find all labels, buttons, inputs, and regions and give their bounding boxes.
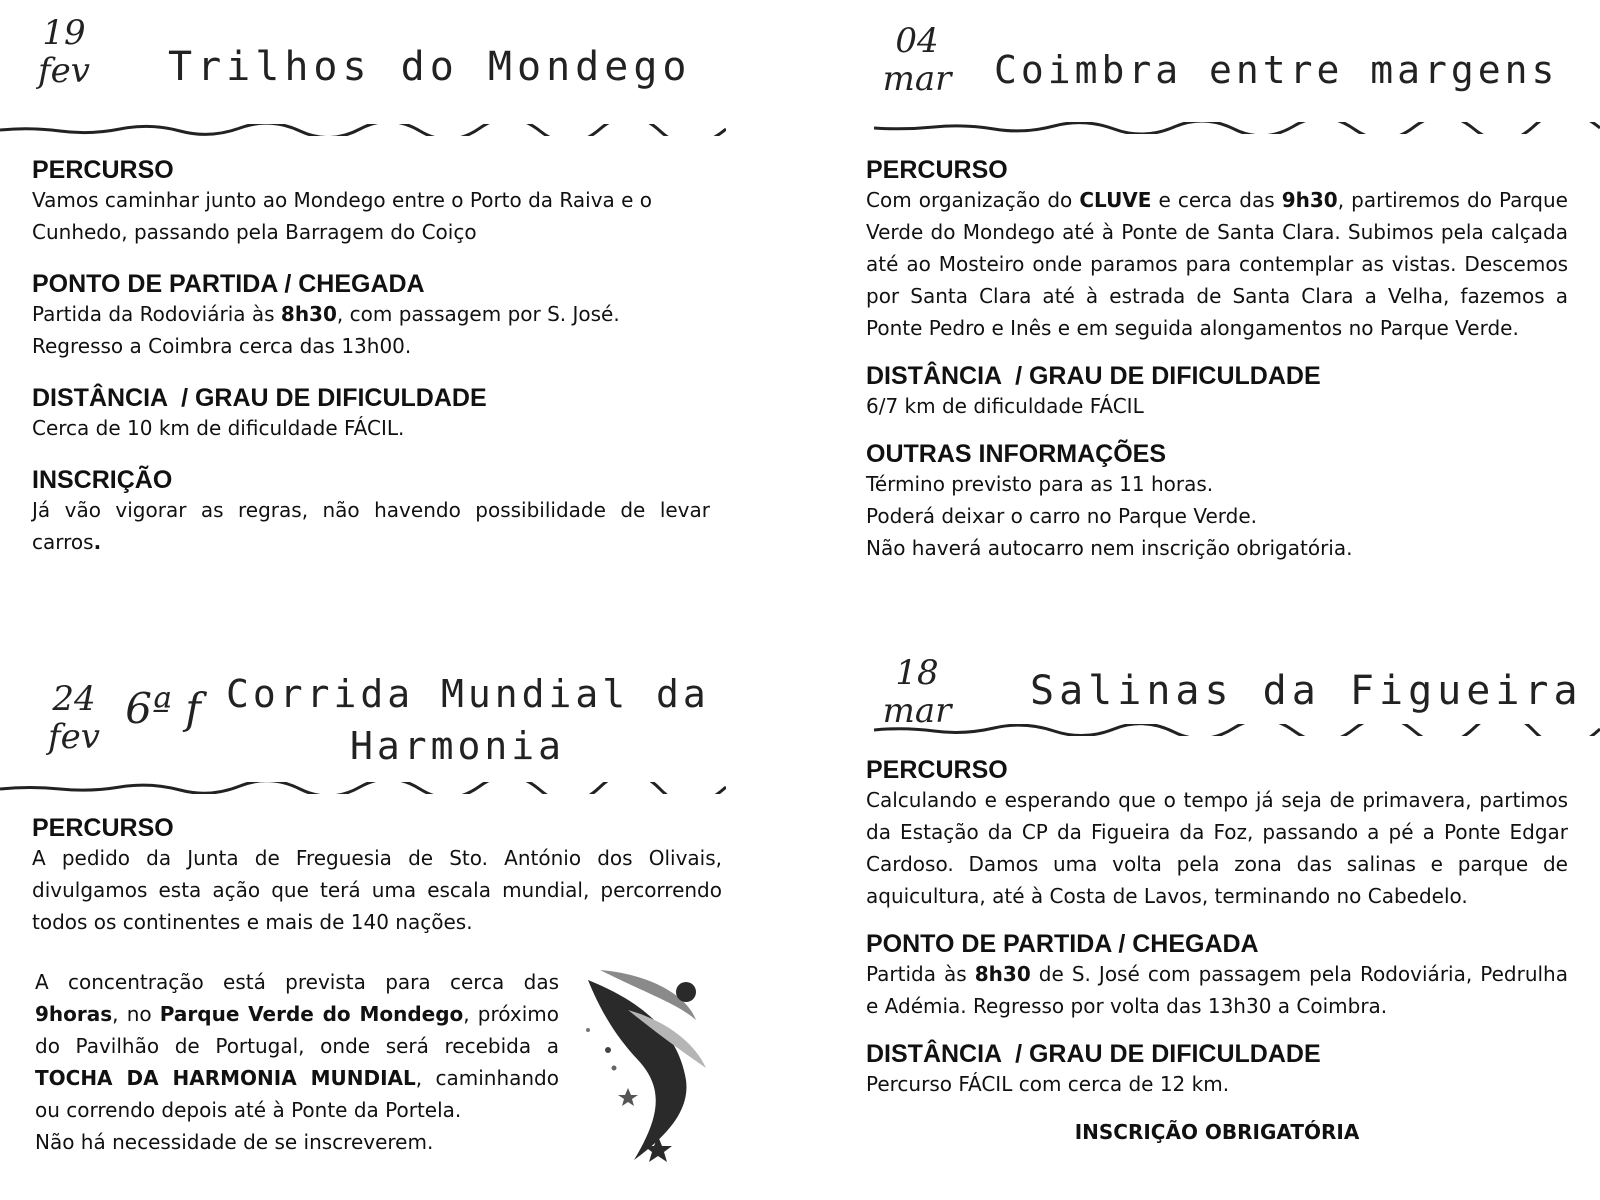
event1-regresso-text: Regresso a Coimbra cerca das 13h00. — [32, 334, 412, 358]
event4-percurso-text: Calculando e esperando que o tempo já seja de primavera, partimos da Estação da CP da Figueira da Foz, passando a pé a Ponte Edgar Cardoso. Damos uma volta pela zona das salinas e parque de aquicultura, até à Costa de Lavos, terminando no Cabedelo. — [866, 788, 1568, 908]
event2-date-day: 04 — [895, 21, 939, 61]
logo-dot-2 — [612, 1066, 617, 1071]
event1-date-month: fev — [38, 51, 90, 91]
logo-swoosh-dark — [588, 980, 686, 1160]
event2-title: Coimbra entre margens — [994, 48, 1559, 92]
event3-title-line1: Corrida Mundial da — [226, 672, 710, 716]
event1-inscricao-heading: INSCRIÇÃO — [32, 466, 173, 494]
event4-body — [866, 756, 1568, 1146]
event4-inscricao-note: INSCRIÇÃO OBRIGATÓRIA — [1074, 1120, 1360, 1144]
event3-inscricao-note: Não há necessidade de se inscreverem. — [35, 1130, 434, 1154]
event1-date-day: 19 — [42, 13, 86, 53]
event3-body — [32, 814, 722, 938]
event2-date — [872, 22, 962, 98]
event3-percurso-text: A pedido da Junta de Freguesia de Sto. António dos Olivais, divulgamos esta ação que terá uma escala mundial, percorrendo todos os continentes e mais de 140 nações. — [32, 846, 722, 934]
event4-date — [872, 654, 962, 730]
event1-divider — [0, 124, 726, 136]
event4-distancia-heading: DISTÂNCIA / GRAU DE DIFICULDADE — [866, 1040, 1321, 1068]
event1-distancia-text: Cerca de 10 km de dificuldade FÁCIL. — [32, 416, 405, 440]
event4-title: Salinas da Figueira — [1030, 668, 1583, 714]
event1-body — [32, 156, 710, 580]
event2-body — [866, 156, 1568, 564]
event1-percurso-heading: PERCURSO — [32, 156, 174, 184]
event4-divider — [874, 724, 1600, 736]
logo-dot-3 — [586, 1028, 590, 1032]
event2-distancia-text: 6/7 km de dificuldade FÁCIL — [866, 394, 1144, 418]
event3-percurso-heading: PERCURSO — [32, 814, 174, 842]
event1-date — [24, 14, 104, 90]
event3-date — [34, 680, 114, 756]
event2-distancia-heading: DISTÂNCIA / GRAU DE DIFICULDADE — [866, 362, 1321, 390]
event1-title: Trilhos do Mondego — [168, 44, 692, 90]
event3-divider — [0, 782, 726, 794]
logo-dot-1 — [605, 1047, 611, 1053]
event3-concentracao — [35, 966, 559, 1158]
event4-date-month: mar — [882, 691, 952, 731]
event1-partida-text: Partida da Rodoviária às 8h30, com passagem por S. José. Regresso a Coimbra cerca das 13h00. — [32, 302, 620, 358]
event4-distancia-text: Percurso FÁCIL com cerca de 12 km. — [866, 1072, 1230, 1096]
event2-outras-heading: OUTRAS INFORMAÇÕES — [866, 440, 1166, 468]
event1-percurso-text: Vamos caminhar junto ao Mondego entre o Porto da Raiva e o Cunhedo, passando pela Barragem do Coiço — [32, 188, 653, 244]
event4-date-day: 18 — [895, 653, 939, 693]
event3-concentracao-text: A concentração está prevista para cerca das 9horas, no Parque Verde do Mondego, próximo do Pavilhão de Portugal, onde será recebida a TOCHA DA HARMONIA MUNDIAL, caminhando ou correndo depois até à Ponte da Portela. — [35, 970, 559, 1122]
logo-flame — [676, 982, 696, 1002]
torch-runner-logo — [568, 960, 728, 1170]
event2-percurso-heading: PERCURSO — [866, 156, 1008, 184]
event2-outras-text: Término previsto para as 11 horas. Poderá deixar o carro no Parque Verde. Não haverá autocarro nem inscrição obrigatória. — [866, 472, 1353, 560]
event1-inscricao-text: Já vão vigorar as regras, não havendo possibilidade de levar carros. — [32, 498, 710, 554]
event4-percurso-heading: PERCURSO — [866, 756, 1008, 784]
logo-star-2 — [618, 1088, 638, 1106]
event1-partida-heading: PONTO DE PARTIDA / CHEGADA — [32, 270, 425, 298]
event2-date-month: mar — [882, 59, 952, 99]
event2-divider — [874, 122, 1600, 134]
event3-date-weekday: 6ª f — [125, 684, 201, 733]
event2-percurso-text: Com organização do CLUVE e cerca das 9h30, partiremos do Parque Verde do Mondego até à Ponte de Santa Clara. Subimos pela calçada até ao Mosteiro onde paramos para contemplar as vistas. Descemos por Santa Clara até à estrada de Santa Clara a Velha, fazemos a Ponte Pedro e Inês e em seguida alongamentos no Parque Verde. — [866, 188, 1568, 340]
event1-distancia-heading: DISTÂNCIA / GRAU DE DIFICULDADE — [32, 384, 487, 412]
event3-date-month: fev — [48, 717, 100, 757]
event3-title-line2: Harmonia — [350, 724, 566, 768]
event3-date-day: 24 — [52, 679, 96, 719]
event4-partida-heading: PONTO DE PARTIDA / CHEGADA — [866, 930, 1259, 958]
event4-partida-text: Partida às 8h30 de S. José com passagem pela Rodoviária, Pedrulha e Adémia. Regresso por volta das 13h30 a Coimbra. — [866, 962, 1568, 1018]
